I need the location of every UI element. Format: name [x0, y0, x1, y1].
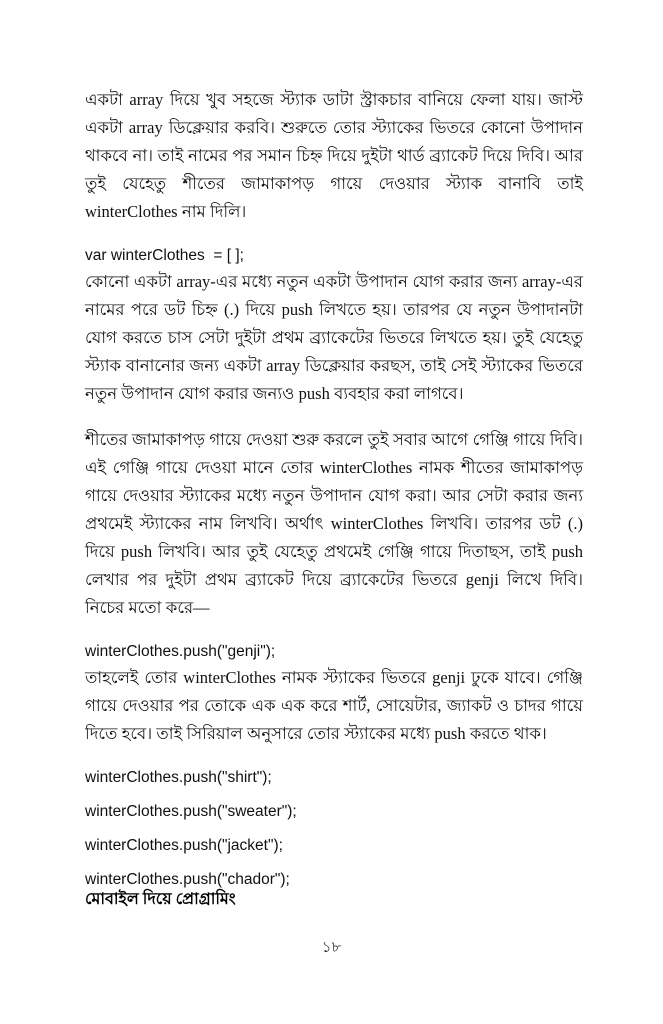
code-block-push-items [85, 766, 583, 892]
page-content [85, 86, 583, 910]
paragraph-serial-push: তাহলেই তোর winterClothes নামক স্ট্যাকের ভিতরে genji ঢুকে যাবে। গেঞ্জি গায়ে দেওয়ার পর তোকে এক এক করে শার্ট, সোয়েটার, জ্যাকট ও চাদর গায়ে দিতে হবে। তাই সিরিয়াল অনুসারে তোর স্ট্যাকের মধ্যে push করতে থাক। [85, 668, 583, 743]
paragraph-genji-example: শীতের জামাকাপড় গায়ে দেওয়া শুরু করলে তুই সবার আগে গেঞ্জি গায়ে দিবি। এই গেঞ্জি গায়ে দেওয়া মানে তোর winterClothes নামক শীতের জামাকাপড় গায়ে দেওয়ার স্ট্যাকের মধ্যে নতুন উপাদান যোগ করা। আর সেটা করার জন্য প্রথমেই স্ট্যাকের নাম লিখবি। অর্থাৎ winterClothes লিখবি। তারপর ডট (.) দিয়ে push লিখবি। আর তুই যেহেতু প্রথমেই গেঞ্জি গায়ে দিতাছস, তাই push লেখার পর দুইটা প্রথম ব্র্যাকেট দিয়ে ব্র্যাকেটের ভিতরে genji লিখে দিবি। নিচের মতো করে— [85, 430, 583, 617]
running-title: মোবাইল দিয়ে প্রোগ্রামিং [85, 891, 236, 908]
code-line-push-jacket: winterClothes.push("jacket"); [85, 837, 283, 854]
paragraph-push-explanation: কোনো একটা array-এর মধ্যে নতুন একটা উপাদান যোগ করার জন্য array-এর নামের পরে ডট চিহ্ন (.) দিয়ে push লিখতে হয়। তারপর যে নতুন উপাদানটা যোগ করতে চাস সেটা দুইটা প্রথম ব্র্যাকেটের ভিতরে লিখতে হয়। তুই যেহেতু স্ট্যাক বানানোর জন্য একটা array ডিক্লেয়ার করছস, তাই সেই স্ট্যাকের ভিতরে নতুন উপাদান যোগ করার জন্যও push ব্যবহার করা লাগবে। [85, 272, 584, 403]
code-line-push-chador: winterClothes.push("chador"); [85, 871, 290, 888]
code-line-push-shirt: winterClothes.push("shirt"); [85, 769, 272, 786]
code-line-var-declaration: var winterClothes = [ ]; [85, 247, 244, 264]
code-line-push-genji: winterClothes.push("genji"); [85, 643, 276, 660]
paragraph-intro-array-stack: একটা array দিয়ে খুব সহজে স্ট্যাক ডাটা স্ট্রাকচার বানিয়ে ফেলা যায়। জাস্ট একটা array ডিক্লেয়ার করবি। শুরুতে তোর স্ট্যাকের ভিতরে কোনো উপাদান থাকবে না। তাই নামের পর সমান চিহ্ন দিয়ে দুইটা থার্ড ব্র্যাকেট দিয়ে দিবি। আর তুই যেহেতু শীতের জামাকাপড় গায়ে দেওয়ার স্ট্যাক বানাবি তাই winterClothes নাম দিলি। [85, 90, 583, 221]
page-number: ১৮ [321, 940, 342, 956]
code-line-push-sweater: winterClothes.push("sweater"); [85, 803, 297, 820]
